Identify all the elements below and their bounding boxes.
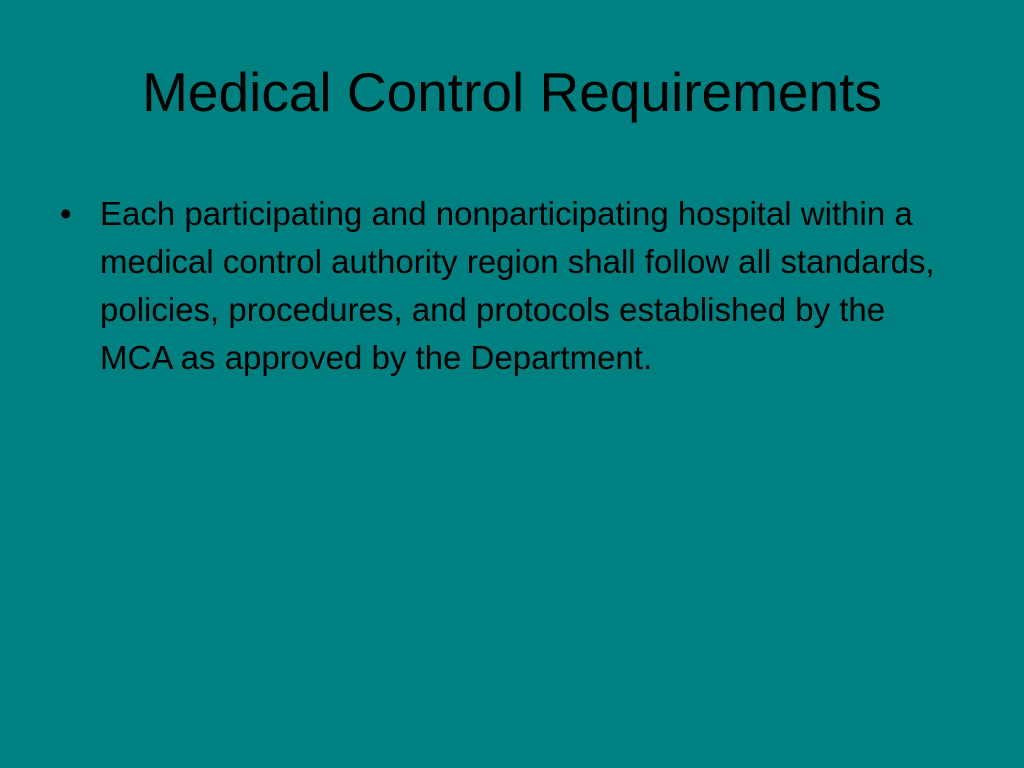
bullet-item (56, 190, 956, 382)
bullet-icon: • (60, 195, 72, 232)
slide-title: Medical Control Requirements (142, 61, 882, 123)
bullet-list (56, 190, 956, 382)
bullet-text: Each participating and nonparticipating hospital within a medical control authority region shall follow all standards, policies, procedures, and protocols established by the MCA as approved by the Department. (100, 195, 935, 376)
